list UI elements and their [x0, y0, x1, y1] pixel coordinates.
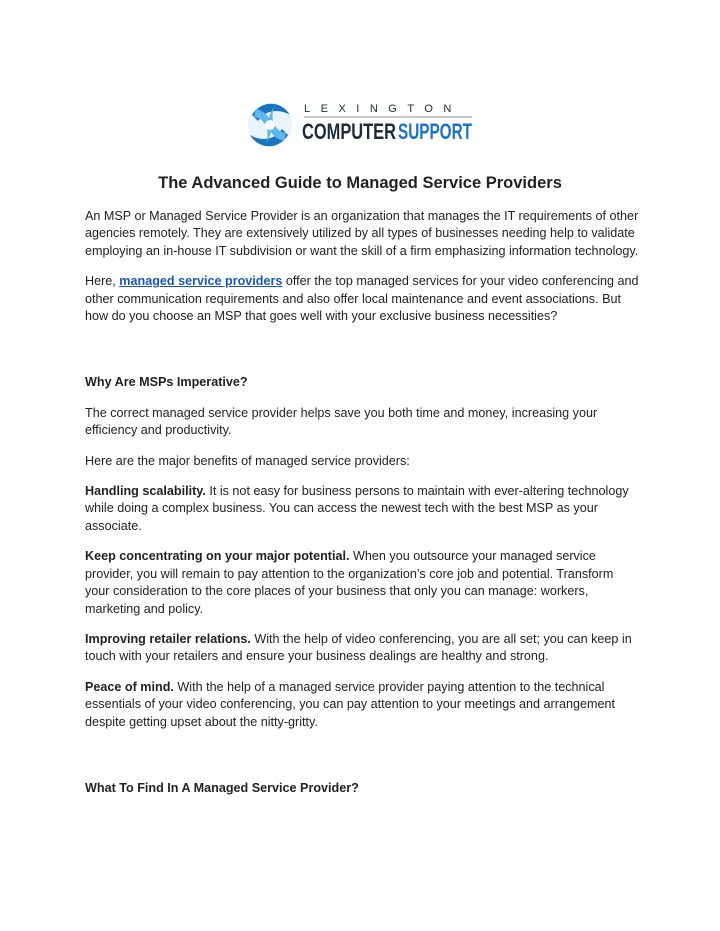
- company-logo: [246, 95, 476, 155]
- benefit-text: With the help of video conferencing, you are all set; you can keep in touch with your retailers and ensure your business dealings are healthy and strong.: [85, 631, 632, 664]
- benefit-title: Keep concentrating on your major potential.: [85, 549, 350, 564]
- document-title: The Advanced Guide to Managed Service Providers: [158, 174, 562, 192]
- logo-emblem-icon: [248, 103, 292, 147]
- msp-paragraph-suffix: offer the top managed services for your video conferencing and other communication requirements and also offer local maintenance and event associations. But how do you choose an MSP that goes well with your exclusive business necessities?: [85, 274, 639, 324]
- section-heading-what: What To Find In A Managed Service Provider?: [85, 780, 359, 795]
- logo-top-word: LEXINGTON: [304, 103, 462, 115]
- benefit-item: [85, 631, 640, 666]
- logo-graphic: [246, 95, 476, 155]
- logo-main-word-2: SUPPORT: [398, 119, 473, 144]
- section-heading-why: Why Are MSPs Imperative?: [85, 375, 248, 390]
- benefit-item: [85, 483, 640, 535]
- intro-paragraph: An MSP or Managed Service Provider is an organization that manages the IT requirements of other agencies remotely. They are extensively utilized by all types of businesses needing help to validate employing an in-house IT subdivision or want the skill of a firm emphasizing information technology.: [85, 209, 639, 258]
- benefit-title: Handling scalability.: [85, 484, 206, 499]
- logo-main-word-1: COMPUTER: [302, 119, 397, 144]
- why-paragraph-2: Here are the major benefits of managed service providers:: [85, 453, 410, 468]
- benefit-item: [85, 548, 640, 618]
- benefit-text: With the help of a managed service provider paying attention to the technical essentials of your video conferencing, you can pay attention to your meetings and arrangement despite getting upset about the nitty-gritty.: [85, 679, 615, 729]
- benefit-title: Peace of mind.: [85, 679, 174, 694]
- document-body: [85, 208, 640, 810]
- why-paragraph-1: The correct managed service provider helps save you both time and money, increasing your efficiency and productivity.: [85, 405, 598, 438]
- managed-service-providers-link[interactable]: managed service providers: [119, 274, 283, 289]
- benefit-text: When you outsource your managed service provider, you will remain to pay attention to the organization’s core job and potential. Transform your consideration to the core places of your business that only you can manage: workers, marketing and policy.: [85, 549, 614, 616]
- msp-paragraph-prefix: Here,: [85, 274, 120, 289]
- benefit-text: It is not easy for business persons to maintain with ever-altering technology while doing a complex business. You can access the newest tech with the best MSP as your associate.: [85, 484, 629, 533]
- msp-paragraph: [85, 273, 640, 325]
- benefit-title: Improving retailer relations.: [85, 631, 251, 646]
- benefit-item: [85, 679, 640, 731]
